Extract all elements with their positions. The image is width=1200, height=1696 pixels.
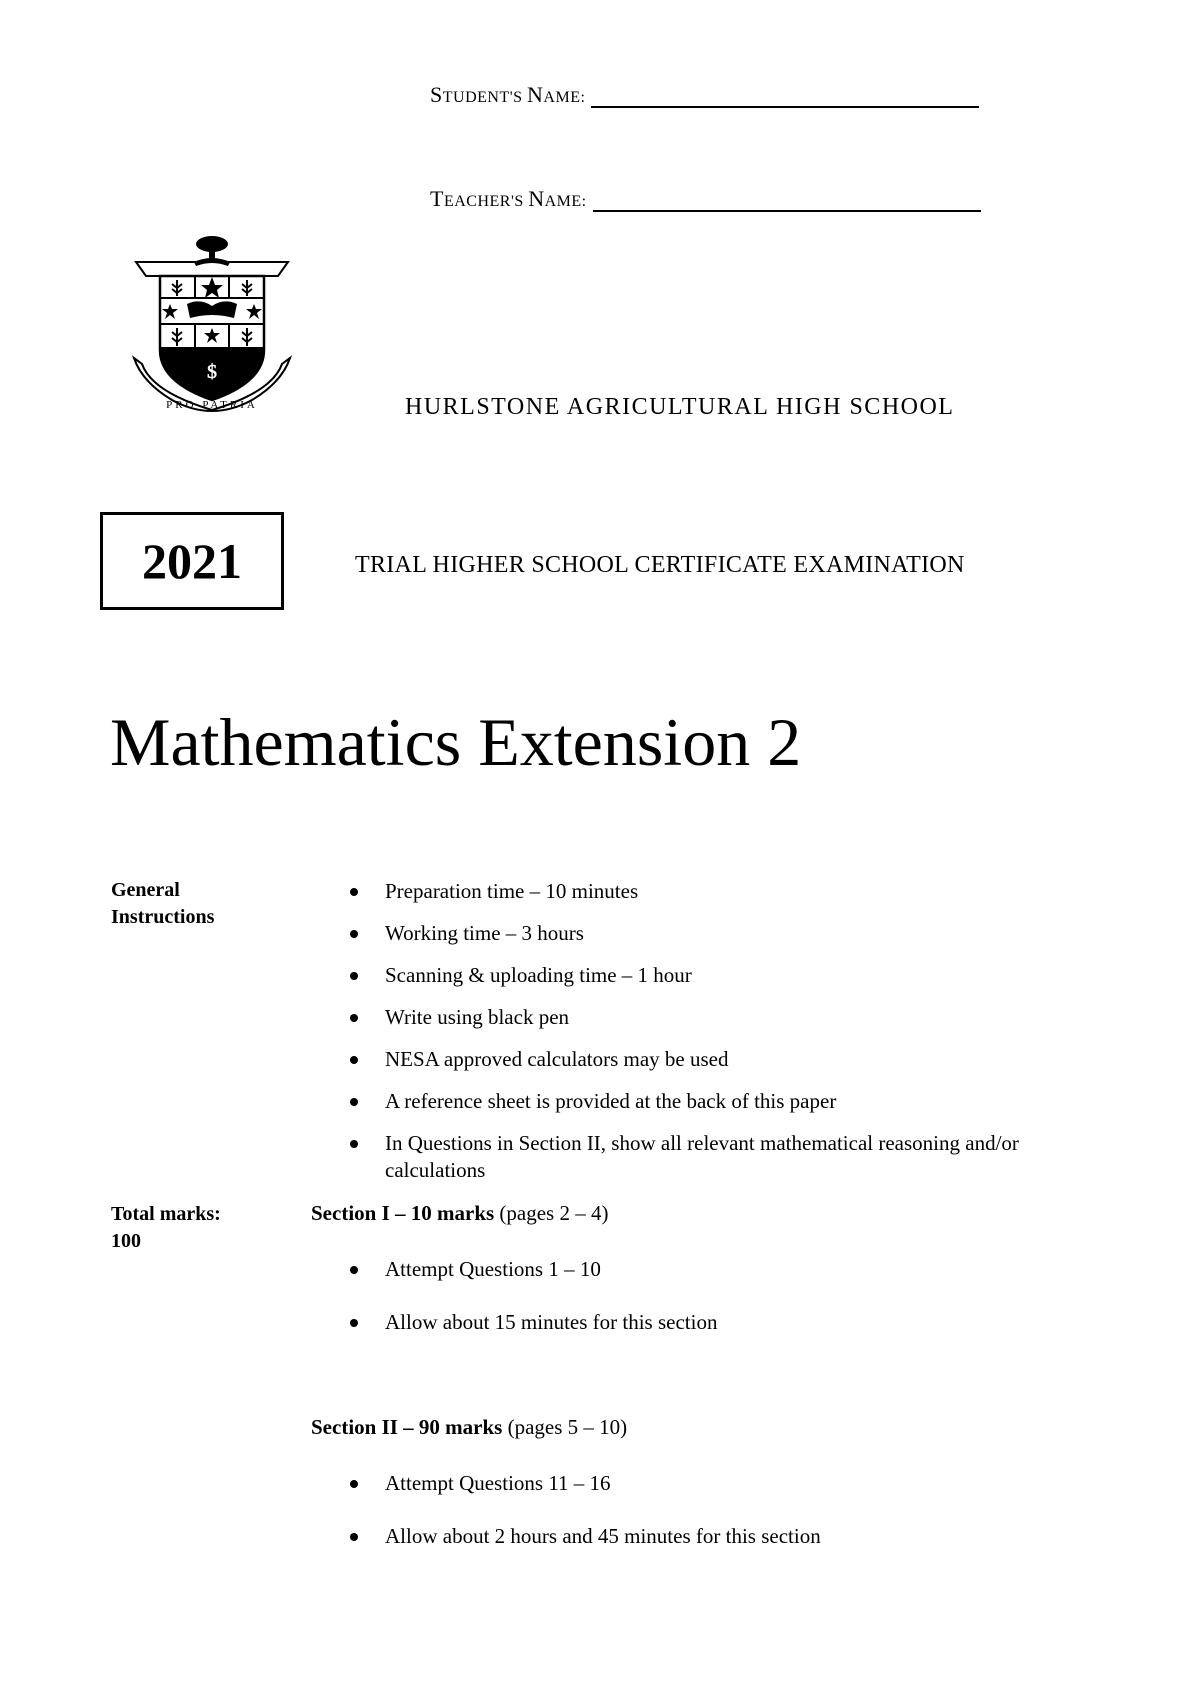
section-2-pages: (pages 5 – 10) xyxy=(507,1415,628,1439)
school-name: HURLSTONE AGRICULTURAL HIGH SCHOOL xyxy=(405,394,955,420)
general-instructions-label: General Instructions xyxy=(111,879,215,928)
list-item: Write using black pen xyxy=(345,1004,1065,1031)
section-2-list xyxy=(345,1470,821,1550)
teacher-name-field[interactable] xyxy=(593,190,981,212)
school-crest-logo xyxy=(132,232,292,422)
section-2-title: Section II – 90 marks xyxy=(311,1415,503,1439)
student-name-row xyxy=(430,82,979,108)
list-item: A reference sheet is provided at the back of this paper xyxy=(345,1088,1065,1115)
section-2-heading xyxy=(311,1415,627,1440)
subject-title: Mathematics Extension 2 xyxy=(110,704,802,780)
section-1-pages: (pages 2 – 4) xyxy=(499,1201,609,1225)
list-item: NESA approved calculators may be used xyxy=(345,1046,1065,1073)
list-item: In Questions in Section II, show all relevant mathematical reasoning and/or calculations xyxy=(345,1130,1065,1184)
exam-year-box xyxy=(100,512,284,610)
list-item: Scanning & uploading time – 1 hour xyxy=(345,962,1065,989)
list-item: Preparation time – 10 minutes xyxy=(345,878,1065,905)
general-instructions-list xyxy=(345,878,1065,1184)
exam-year: 2021 xyxy=(142,533,242,589)
exam-title: TRIAL HIGHER SCHOOL CERTIFICATE EXAMINATION xyxy=(355,552,965,578)
section-1-title: Section I – 10 marks xyxy=(311,1201,495,1225)
teacher-name-row xyxy=(430,186,981,212)
crest-motto: PRO PATRIA xyxy=(166,399,258,411)
list-item: Allow about 2 hours and 45 minutes for this section xyxy=(345,1523,821,1550)
list-item: Attempt Questions 1 – 10 xyxy=(345,1256,717,1283)
student-name-field[interactable] xyxy=(591,86,979,108)
teacher-name-label: TEACHER'S NAME: xyxy=(430,186,587,211)
list-item: Allow about 15 minutes for this section xyxy=(345,1309,717,1336)
total-marks-label-text: Total marks: xyxy=(111,1203,221,1225)
list-item: Working time – 3 hours xyxy=(345,920,1065,947)
total-marks-label xyxy=(111,1201,221,1255)
section-1-heading xyxy=(311,1201,608,1226)
list-item: Attempt Questions 11 – 16 xyxy=(345,1470,821,1497)
student-name-label: STUDENT'S NAME: xyxy=(430,82,586,107)
svg-text:$: $ xyxy=(207,361,217,383)
section-1-list xyxy=(345,1256,717,1336)
total-marks-value: 100 xyxy=(111,1230,141,1252)
